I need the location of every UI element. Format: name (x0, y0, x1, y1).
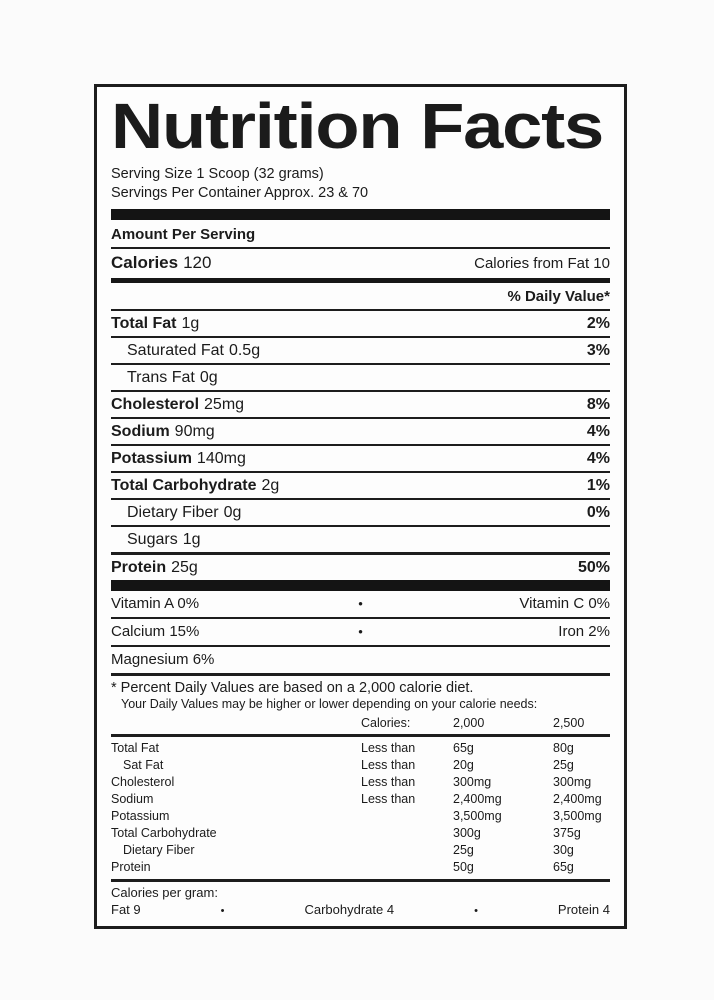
calories-per-gram-row (111, 901, 610, 924)
calories-per-gram-item: Carbohydrate 4 (304, 902, 395, 917)
micronutrient-right: Iron 2% (558, 623, 610, 640)
table-cell-2500: 3,500mg (553, 809, 602, 823)
nutrient-row (111, 498, 610, 525)
nutrient-daily-value: 1% (586, 476, 610, 494)
nutrient-row (111, 471, 610, 498)
table-cell-qualifier (361, 808, 453, 825)
table-cell-2000: 3,500mg (453, 809, 502, 823)
nutrient-row (111, 309, 610, 336)
table-row (111, 757, 610, 774)
micronutrient-left: Vitamin A 0% (111, 595, 200, 612)
table-cell-name: Cholesterol (111, 775, 175, 789)
table-header-2000: 2,000 (453, 716, 485, 730)
servings-per-container-text: Servings Per Container Approx. 23 & 70 (111, 185, 369, 201)
nutrient-name: Total Carbohydrate (111, 476, 257, 494)
table-row (111, 774, 610, 791)
nutrient-daily-value: 8% (586, 395, 610, 413)
table-cell-2000: 65g (453, 741, 474, 755)
nutrient-name: Protein (111, 558, 167, 576)
table-cell-qualifier: Less than (361, 741, 416, 755)
calories-per-gram-item: Protein 4 (557, 902, 610, 917)
nutrient-row (111, 390, 610, 417)
nutrition-facts-label (94, 84, 627, 929)
table-row (111, 859, 610, 876)
table-cell-qualifier: Less than (361, 758, 416, 772)
bullet-separator: • (220, 905, 225, 917)
table-row (111, 842, 610, 859)
footnote (111, 673, 610, 712)
bullet-separator: • (474, 905, 478, 917)
nutrient-amount: 1g (182, 530, 201, 548)
nutrient-amount: 140mg (196, 449, 246, 467)
nutrient-name-amount (111, 314, 199, 334)
nutrient-daily-value: 2% (586, 314, 610, 332)
table-cell-2500: 80g (553, 741, 574, 755)
nutrient-row (111, 336, 610, 363)
table-header-2500: 2,500 (553, 716, 585, 730)
table-cell-2500: 375g (553, 826, 581, 840)
table-cell-2000: 300g (453, 826, 481, 840)
nutrient-daily-value: 3% (586, 341, 610, 359)
micronutrient-row (111, 617, 610, 645)
table-header-calories: Calories: (361, 716, 411, 730)
nutrient-name-amount (111, 449, 246, 469)
calories-per-gram-item: Fat 9 (111, 902, 141, 917)
nutrient-name: Dietary Fiber (127, 503, 219, 521)
table-cell-name: Sat Fat (123, 758, 164, 772)
footnote-line2: Your Daily Values may be higher or lower depending on your calorie needs: (121, 697, 538, 711)
nutrient-row (111, 363, 610, 390)
nutrient-amount: 0g (223, 503, 242, 521)
nutrient-name: Sugars (127, 530, 178, 548)
nutrient-name-amount (111, 341, 260, 361)
table-cell-qualifier: Less than (361, 792, 416, 806)
table-row (111, 791, 610, 808)
table-cell-2000: 2,400mg (453, 792, 502, 806)
thick-divider-bar (111, 209, 610, 220)
table-row (111, 740, 610, 757)
nutrient-row (111, 417, 610, 444)
micronutrient-left: Calcium 15% (111, 623, 200, 640)
nutrient-amount: 25g (171, 558, 198, 576)
nutrient-amount: 25mg (204, 395, 245, 413)
micronutrient-rows (111, 591, 610, 673)
calories-per-gram-label: Calories per gram: (111, 885, 218, 900)
table-cell-name: Dietary Fiber (123, 843, 195, 857)
nutrient-row (111, 525, 610, 552)
table-cell-2000: 50g (453, 860, 474, 874)
bullet-separator: • (358, 624, 363, 639)
table-cell-name: Total Carbohydrate (111, 826, 217, 840)
table-cell-2000: 25g (453, 843, 474, 857)
table-cell-2500: 300mg (553, 775, 592, 789)
micronutrient-right: Vitamin C 0% (519, 595, 610, 612)
table-cell-2500: 25g (553, 758, 574, 772)
calories-value: Calories 120 (111, 253, 212, 272)
table-cell-name: Total Fat (111, 741, 159, 755)
table-cell-name: Sodium (111, 792, 154, 806)
table-rule (111, 734, 610, 737)
calories-row (111, 249, 610, 278)
nutrient-name-amount (111, 476, 279, 496)
calories-per-gram-section (111, 879, 610, 924)
nutrient-name-amount (111, 558, 198, 578)
nutrient-name: Saturated Fat (127, 341, 224, 359)
nutrient-name-amount (111, 395, 244, 415)
table-cell-qualifier: Less than (361, 775, 416, 789)
nutrient-row (111, 552, 610, 580)
nutrient-name-amount (111, 530, 201, 550)
table-cell-qualifier (361, 842, 453, 859)
nutrient-name: Sodium (111, 422, 170, 440)
table-row (111, 808, 610, 825)
micronutrient-left: Magnesium 6% (111, 651, 215, 668)
nutrient-amount: 0.5g (228, 341, 261, 359)
nutrient-rows (111, 309, 610, 580)
daily-values-table-header (111, 715, 610, 732)
table-cell-2500: 2,400mg (553, 792, 602, 806)
table-cell-name: Potassium (111, 809, 170, 823)
nutrient-amount: 1g (181, 314, 200, 332)
nutrient-daily-value: 0% (586, 503, 610, 521)
nutrient-amount: 0g (199, 368, 218, 386)
nutrient-amount: 2g (261, 476, 280, 494)
calories-from-fat: Calories from Fat 10 (474, 255, 610, 272)
nutrient-name: Total Fat (111, 314, 177, 332)
daily-values-table-body (111, 740, 610, 876)
table-cell-2000: 300mg (453, 775, 492, 789)
nutrient-name-amount (111, 422, 215, 442)
label-title: Nutrition Facts (111, 90, 604, 163)
bullet-separator: • (358, 596, 363, 611)
table-cell-2000: 20g (453, 758, 474, 772)
table-cell-name: Protein (111, 860, 151, 874)
footnote-line1: * Percent Daily Values are based on a 2,000 calorie diet. (111, 680, 474, 696)
thick-divider-bar (111, 580, 610, 591)
nutrient-name-amount (111, 368, 218, 388)
micronutrient-row (111, 591, 610, 617)
nutrient-amount: 90mg (174, 422, 215, 440)
table-cell-2500: 30g (553, 843, 574, 857)
nutrient-name: Trans Fat (127, 368, 195, 386)
daily-values-table (111, 715, 610, 876)
nutrient-row (111, 444, 610, 471)
amount-per-serving-heading: Amount Per Serving (111, 226, 256, 243)
table-cell-2500: 65g (553, 860, 574, 874)
nutrient-daily-value: 4% (586, 449, 610, 467)
nutrient-daily-value: 4% (586, 422, 610, 440)
nutrient-daily-value: 50% (577, 558, 610, 576)
nutrient-name: Cholesterol (111, 395, 200, 413)
serving-size-text: Serving Size 1 Scoop (32 grams) (111, 166, 324, 182)
table-cell-qualifier (361, 825, 453, 842)
table-row (111, 825, 610, 842)
nutrient-name-amount (111, 503, 241, 523)
micronutrient-row (111, 645, 610, 673)
table-cell-qualifier (361, 859, 453, 876)
nutrient-name: Potassium (111, 449, 192, 467)
daily-value-header: % Daily Value* (507, 288, 610, 305)
